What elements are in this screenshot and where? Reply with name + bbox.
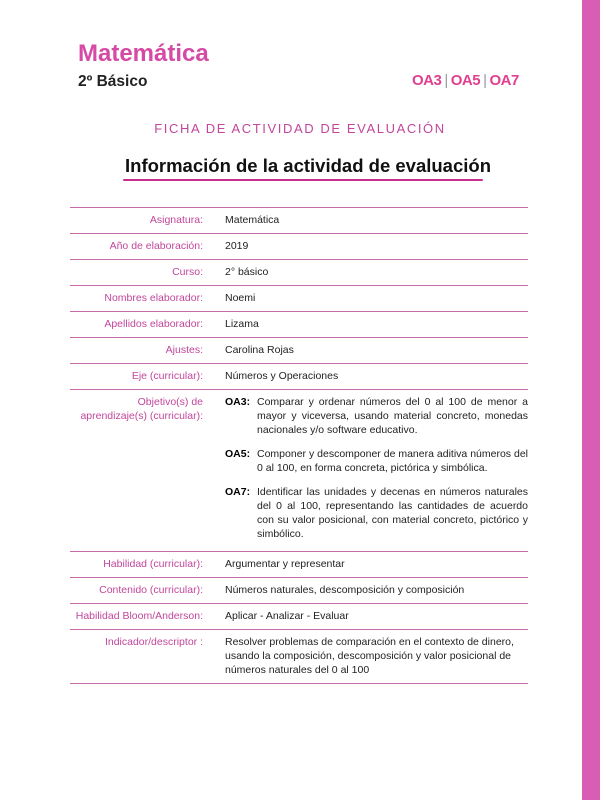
row-value: 2019 — [217, 234, 528, 260]
objective-text: Identificar las unidades y decenas en números naturales del 0 al 100, representando las cantidades de acuerdo con su valor posicional, con material concreto, pictórico y simbólico. — [257, 486, 528, 540]
table-row — [70, 630, 528, 684]
row-value: Argumentar y representar — [217, 552, 528, 578]
objective-code: OA5: — [225, 448, 251, 460]
oa-code: OA3 — [412, 72, 442, 89]
table-row — [70, 286, 528, 312]
row-label: Habilidad Bloom/Anderson: — [70, 604, 217, 630]
row-label: Contenido (curricular): — [70, 578, 217, 604]
row-label: Apellidos elaborador: — [70, 312, 217, 338]
row-value: Noemi — [217, 286, 528, 312]
table-row — [70, 552, 528, 578]
row-value: Resolver problemas de comparación en el contexto de dinero, usando la composición, descomposición y valor posicional de números naturales del 0 al 100 — [217, 630, 528, 684]
table-row — [70, 338, 528, 364]
oa-separator: | — [444, 72, 448, 89]
subject-title: Matemática — [78, 40, 209, 67]
row-label: Indicador/descriptor : — [70, 630, 217, 684]
side-accent-bar — [582, 0, 600, 800]
objectives-cell — [217, 390, 528, 552]
objective-item — [225, 395, 528, 437]
row-label: Curso: — [70, 260, 217, 286]
objective-text: Componer y descomponer de manera aditiva números del 0 al 100, en forma concreta, pictórica y simbólica. — [257, 448, 528, 474]
table-row — [70, 260, 528, 286]
oa-code: OA5 — [450, 72, 481, 89]
row-value: Carolina Rojas — [217, 338, 528, 364]
row-label: Eje (curricular): — [70, 364, 217, 390]
row-value: 2° básico — [217, 260, 528, 286]
objective-code: OA3: — [225, 396, 251, 408]
row-value: Números naturales, descomposición y composición — [217, 578, 528, 604]
oa-codes — [412, 72, 519, 89]
row-value: Aplicar - Analizar - Evaluar — [217, 604, 528, 630]
oa-code: OA7 — [489, 72, 519, 89]
grade-label: 2º Básico — [78, 73, 148, 90]
table-row — [70, 390, 528, 552]
row-label: Objetivo(s) de aprendizaje(s) (curricular): — [70, 390, 217, 552]
row-label: Asignatura: — [70, 208, 217, 234]
table-row — [70, 208, 528, 234]
objective-code: OA7: — [225, 486, 251, 498]
row-label: Año de elaboración: — [70, 234, 217, 260]
table-row — [70, 364, 528, 390]
table-row — [70, 578, 528, 604]
section-title: Información de la actividad de evaluación — [125, 155, 491, 176]
info-table — [70, 207, 528, 684]
document-type: FICHA DE ACTIVIDAD DE EVALUACIÓN — [154, 121, 446, 136]
row-value: Lizama — [217, 312, 528, 338]
row-label: Habilidad (curricular): — [70, 552, 217, 578]
table-row — [70, 604, 528, 630]
objective-item — [225, 485, 528, 541]
title-underline — [123, 179, 483, 181]
row-label: Nombres elaborador: — [70, 286, 217, 312]
row-value: Matemática — [217, 208, 528, 234]
row-label: Ajustes: — [70, 338, 217, 364]
table-row — [70, 234, 528, 260]
oa-separator: | — [483, 72, 487, 89]
objective-item — [225, 447, 528, 475]
objective-text: Comparar y ordenar números del 0 al 100 de menor a mayor y viceversa, usando material concreto, monedas nacionales y/o software educativo. — [257, 396, 528, 436]
row-value: Números y Operaciones — [217, 364, 528, 390]
table-row — [70, 312, 528, 338]
